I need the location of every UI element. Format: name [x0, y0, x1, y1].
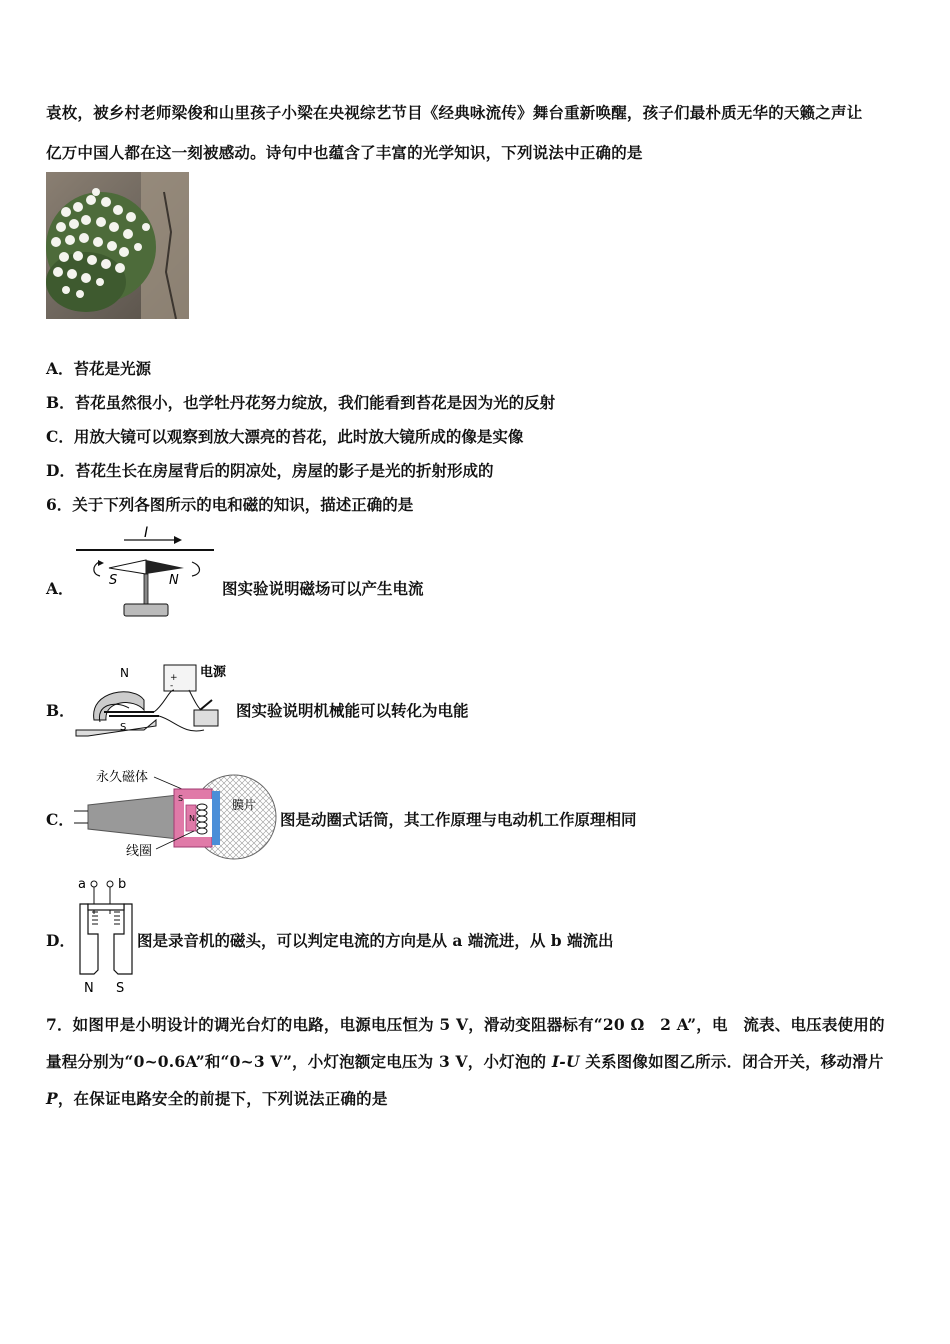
q6-option-d-label: D．: [46, 931, 75, 950]
q7-line-3: [46, 1087, 388, 1109]
q5-option-d: [46, 459, 493, 481]
needle-s-label: S: [109, 573, 118, 588]
q6-option-c-label: C．: [46, 810, 74, 829]
terminal-a-label: a: [78, 877, 86, 892]
intro-line-2: 亿万中国人都在这一刻被感动。诗句中也蕴含了丰富的光学知识，下列说法中正确的是: [46, 143, 643, 162]
permanent-magnet-label: 永久磁体: [96, 770, 149, 785]
current-label: I: [144, 525, 149, 541]
q6-stem: 6．关于下列各图所示的电和磁的知识，描述正确的是: [46, 495, 414, 514]
q5-option-c: [46, 425, 523, 447]
terminal-b-label: b: [118, 877, 127, 892]
q6-option-b-label: B．: [46, 701, 75, 720]
needle-n-label: N: [169, 573, 179, 588]
membrane-label: 膜片: [232, 798, 257, 812]
power-source-label: 电源: [200, 665, 227, 680]
pole-s-label: S: [116, 981, 125, 996]
q7-line-1: 7．如图甲是小明设计的调光台灯的电路，电源电压恒为 5 V，滑动变阻器标有“20 Ω 2 A”，电 流表、电压表使用的: [46, 1015, 885, 1034]
option-label: A．: [46, 359, 74, 378]
q6-option-c-text: 图是动圈式话筒，其工作原理与电动机工作原理相同: [280, 810, 637, 829]
svg-text:-: -: [170, 681, 174, 691]
q5-option-a: [46, 357, 151, 379]
intro-line-1: 袁枚，被乡村老师梁俊和山里孩子小梁在央视综艺节目《经典咏流传》舞台重新唤醒，孩子们最朴质无华的天籁之声让: [46, 103, 863, 122]
svg-text:+: +: [170, 673, 178, 683]
magnet-s-top-label: S: [178, 794, 184, 803]
iu-symbol: I-U: [551, 1052, 580, 1071]
q6-option-b-text: 图实验说明机械能可以转化为电能: [236, 701, 469, 720]
magnet-n-label: N: [189, 814, 195, 823]
option-text: 苔花生长在房屋背后的阴凉处，房屋的影子是光的折射形成的: [74, 461, 494, 480]
generator-experiment-figure: [74, 660, 234, 742]
q7-line-2: [46, 1050, 884, 1072]
option-label: B．: [46, 393, 75, 412]
slider-p-symbol: P: [46, 1089, 58, 1108]
q6-option-a-text: 图实验说明磁场可以产生电流: [222, 579, 424, 598]
q6-option-d-text: 图是录音机的磁头，可以判定电流的方向是从 a 端流进，从 b 端流出: [137, 931, 614, 950]
option-label: D．: [46, 461, 75, 480]
coil-label: 线圈: [126, 844, 153, 859]
option-label: C．: [46, 427, 74, 446]
option-text: 苔花是光源: [73, 359, 152, 378]
pole-n-label: N: [84, 981, 94, 996]
q7-text: ，在保证电路安全的前提下，下列说法正确的是: [57, 1089, 388, 1108]
magnet-s-label: S: [120, 722, 127, 733]
q6-option-a-label: A．: [46, 579, 74, 598]
moss-flower-photo: [46, 172, 189, 319]
q7-text: 量程分别为“0~0.6A”和“0~3 V”，小灯泡额定电压为 3 V，小灯泡的: [46, 1052, 552, 1071]
option-text: 用放大镜可以观察到放大漂亮的苔花，此时放大镜所成的像是实像: [73, 427, 524, 446]
oersted-experiment-figure: [74, 522, 220, 622]
tape-recorder-head-figure: [76, 874, 136, 996]
option-text: 苔花虽然很小，也学牡丹花努力绽放，我们能看到苔花是因为光的反射: [74, 393, 556, 412]
dynamic-microphone-figure: [74, 765, 278, 860]
q5-option-b: [46, 391, 555, 413]
q7-text: 关系图像如图乙所示．闭合开关，移动滑片: [579, 1052, 884, 1071]
magnet-n-label: N: [120, 666, 129, 680]
